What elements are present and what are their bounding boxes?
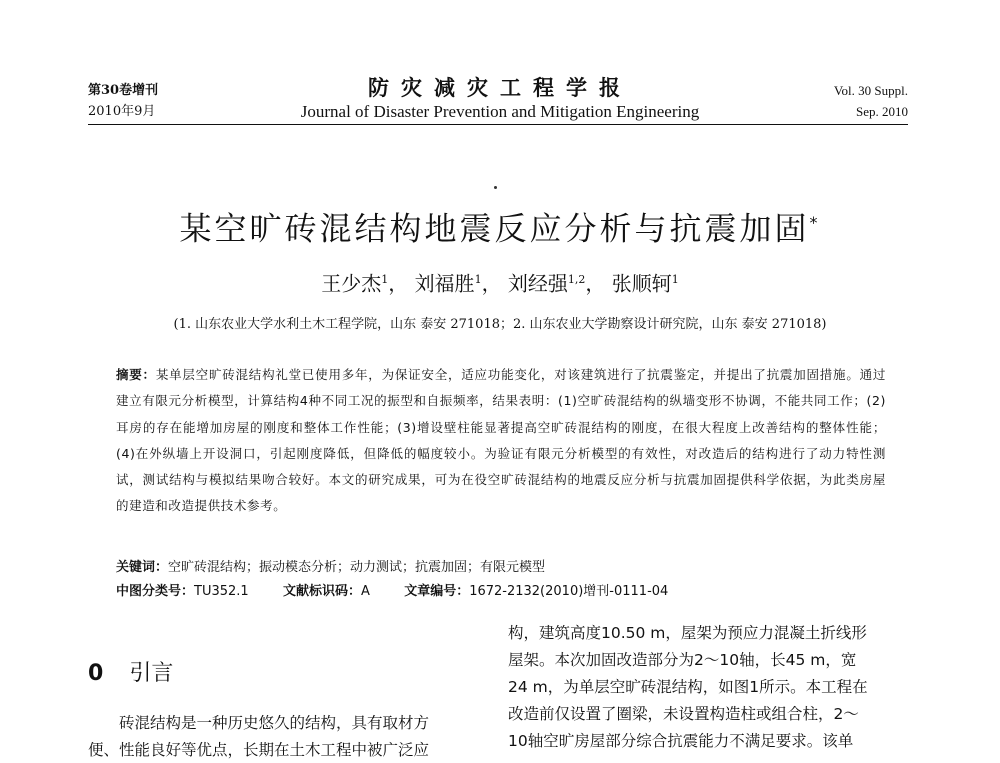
publication-date-en: Sep. 2010 xyxy=(834,101,908,122)
header-rule xyxy=(88,124,908,125)
author-list: 王少杰$^1$， 刘福胜$^1$， 刘经强$^{1,2}$， 张顺轲$^1$ xyxy=(100,266,900,298)
left-column xyxy=(88,710,488,763)
journal-name-en: Journal of Disaster Prevention and Mitigation Engineering xyxy=(250,102,750,122)
body-line: 改造前仅设置了圈梁，未设置构造柱或组合柱，2～ xyxy=(508,701,912,728)
paper-title xyxy=(100,203,900,249)
body-line: 10轴空旷房屋部分综合抗震能力不满足要求。该单 xyxy=(508,728,912,755)
header-right xyxy=(834,80,908,122)
speck-dot xyxy=(494,186,497,189)
volume-issue: 第30卷增刊 xyxy=(88,80,158,101)
right-column xyxy=(508,620,912,755)
journal-name-cn: 防灾减灾工程学报 xyxy=(250,74,750,102)
clc-value: TU352.1 xyxy=(194,584,249,599)
header-left xyxy=(88,80,158,122)
volume-suppl: Vol. 30 Suppl. xyxy=(834,80,908,101)
abstract-label: 摘要： xyxy=(116,367,156,382)
author-affil-mark: 1,2 xyxy=(568,273,586,286)
keywords-text: 空旷砖混结构；振动模态分析；动力测试；抗震加固；有限元模型 xyxy=(168,560,545,575)
clc-label: 中图分类号： xyxy=(116,584,194,599)
article-number-label: 文章编号： xyxy=(404,584,469,599)
doc-code-label: 文献标识码： xyxy=(283,584,361,599)
classification-line xyxy=(116,582,896,602)
keywords-label: 关键词： xyxy=(116,560,168,575)
author-affil-mark: 1 xyxy=(672,273,679,286)
abstract-text: 某单层空旷砖混结构礼堂已使用多年，为保证安全，适应功能变化，对该建筑进行了抗震鉴定，并提出了抗震加固措施。通过建立有限元分析模型，计算结构4种不同工况的振型和自振频率，结果表明：(1)空旷砖混结构的纵墙变形不协调，不能共同工作；(2)耳房的存在能增加房屋的刚度和整体工作性能；(3)增设壁柱能显著提高空旷砖混结构的刚度，在很大程度上改善结构的整体性能；(4)在外纵墙上开设洞口，引起刚度降低，但降低的幅度较小。为验证有限元分析模型的有效性，对改造后的结构进行了动力特性测试，测试结构与模拟结果吻合较好。本文的研究成果，可为在役空旷砖混结构的地震反应分析与抗震加固提供科学依据，为此类房屋的建造和改造提供技术参考。 xyxy=(116,367,886,513)
body-line: 构，建筑高度10.50 m，屋架为预应力混凝土折线形 xyxy=(508,620,912,647)
paper-title-text: 某空旷砖混结构地震反应分析与抗震加固 xyxy=(179,210,809,248)
abstract xyxy=(116,362,886,520)
body-line: 24 m，为单层空旷砖混结构，如图1所示。本工程在 xyxy=(508,674,912,701)
author-affil-mark: 1 xyxy=(381,273,388,286)
affiliation: (1. 山东农业大学水利土木工程学院，山东 泰安 271018；2. 山东农业大学勘察设计研究院，山东 泰安 271018) xyxy=(100,316,900,334)
section-heading xyxy=(88,660,173,688)
doc-code-value: A xyxy=(361,584,370,599)
section-number: 0 xyxy=(88,661,103,686)
article-number-value: 1672-2132(2010)增刊-0111-04 xyxy=(469,584,668,599)
author-name: 刘福胜 xyxy=(415,272,475,296)
body-line: 便、性能良好等优点，长期在土木工程中被广泛应 xyxy=(88,737,488,763)
publication-date-cn: 2010年9月 xyxy=(88,101,158,122)
header-journal xyxy=(250,74,750,122)
title-footnote-mark: * xyxy=(810,213,821,232)
keywords xyxy=(116,558,896,578)
author-affil-mark: 1 xyxy=(475,273,482,286)
body-line: 砖混结构是一种历史悠久的结构，具有取材方 xyxy=(88,710,488,737)
author-name: 张顺轲 xyxy=(612,272,672,296)
author-name: 刘经强 xyxy=(508,272,568,296)
section-title: 引言 xyxy=(129,661,173,686)
author-name: 王少杰 xyxy=(321,272,381,296)
body-line: 屋架。本次加固改造部分为2～10轴，长45 m，宽 xyxy=(508,647,912,674)
